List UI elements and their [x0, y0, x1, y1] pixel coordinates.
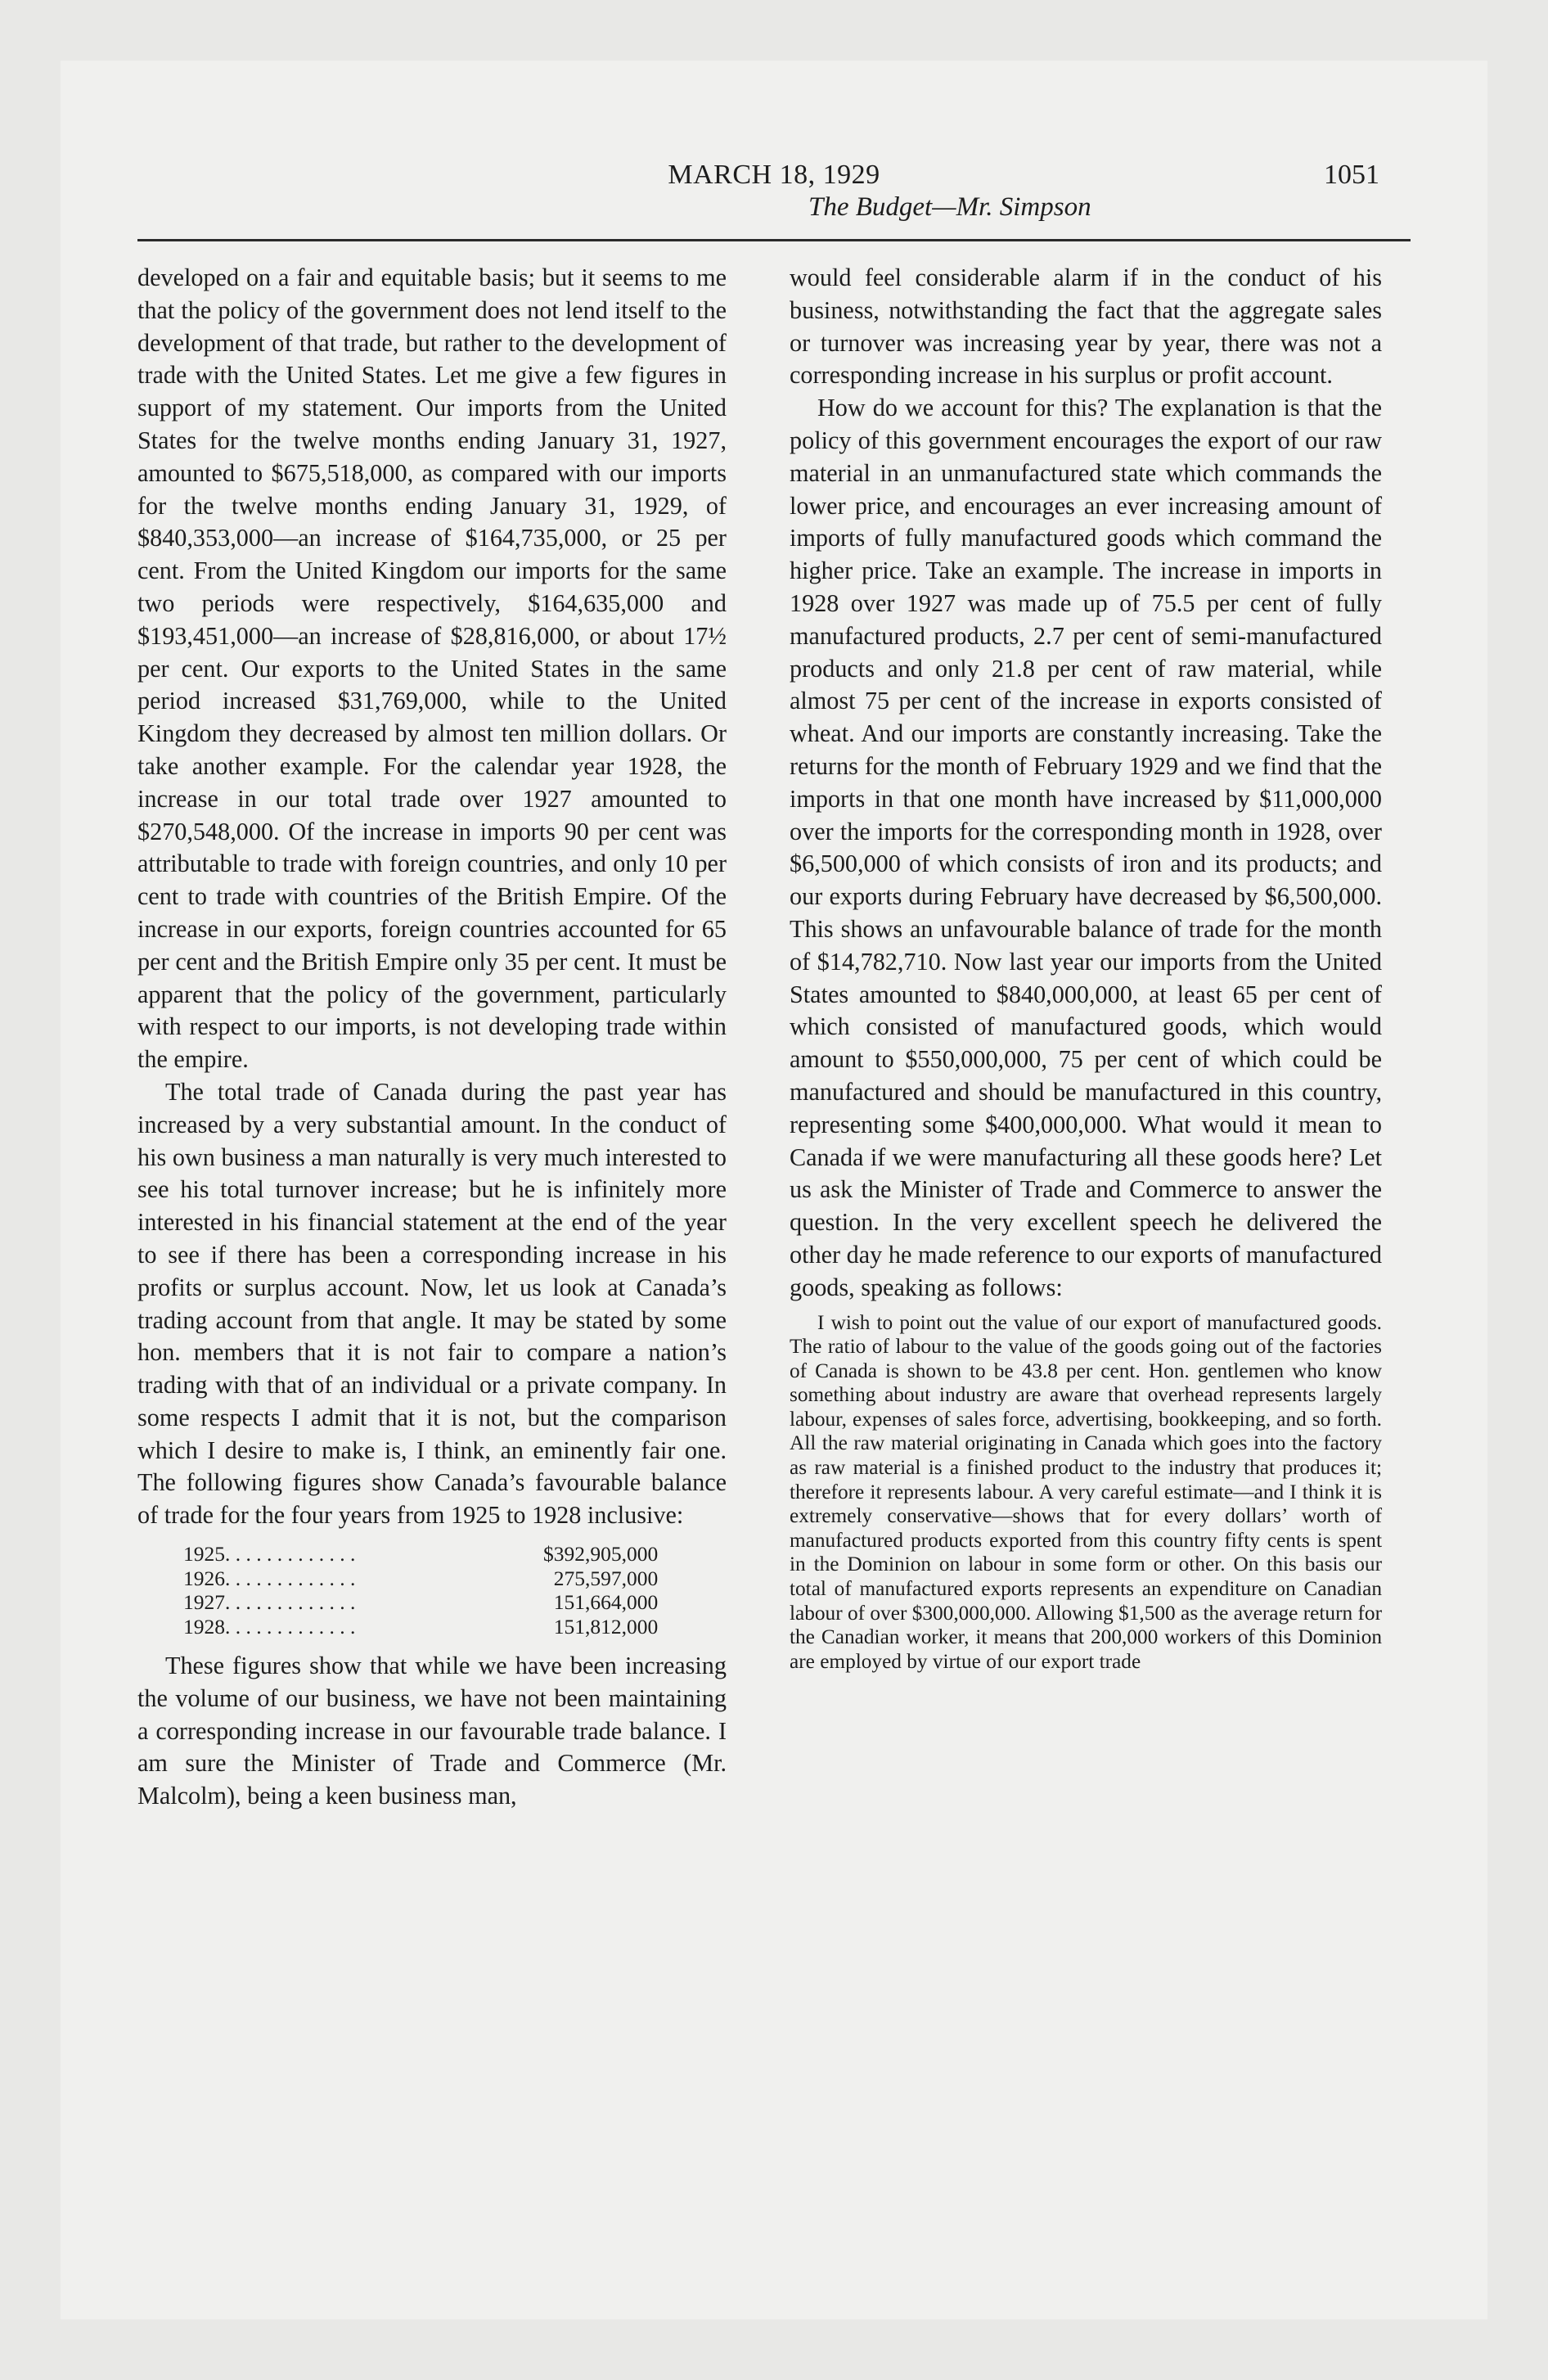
- table-year: 1926: [183, 1566, 225, 1590]
- table-amount: 151,664,000: [553, 1590, 659, 1615]
- table-row: [183, 1590, 658, 1615]
- trade-balance-table: [183, 1542, 658, 1639]
- table-leader: . . . . . . . . . . . . .: [225, 1566, 356, 1590]
- table-row: [183, 1542, 658, 1566]
- page-number: 1051: [1324, 160, 1379, 190]
- header-rule: [137, 239, 1411, 241]
- table-amount: 151,812,000: [553, 1614, 659, 1639]
- block-quote: [790, 1311, 1382, 1675]
- paragraph: The total trade of Canada during the past year has increased by a very substantial amount. In the conduct of his own business a man naturally is very much interested to see his total turnover increase; but he is infinitely more interested in his financial statement at the end of the year to see if there has been a corresponding increase in his profits or surplus account. Now, let us look at Canada’s trading account from that angle. It may be stated by some hon. members that it is not fair to compare a nation’s trading with that of an individual or a private company. In some respects I admit that it is not, but the comparison which I desire to make is, I think, an eminently fair one. The following figures show Canada’s favourable balance of trade for the four years from 1925 to 1928 inclusive:: [137, 1077, 727, 1530]
- paragraph: developed on a fair and equitable basis; but it seems to me that the policy of the government does not lend itself to the development of that trade, but rather to the development of trade with the United States. Let me give a few figures in support of my statement. Our imports from the United States for the twelve months ending January 31, 1927, amounted to $675,518,000, as compared with our imports for the twelve months ending January 31, 1929, of $840,353,000—an increase of $164,735,000, or 25 per cent. From the United Kingdom our imports for the same two periods were respectively, $164,635,000 and $193,451,000—an increase of $28,816,000, or about 17½ per cent. Our exports to the United States in the same period increased $31,769,000, while to the United Kingdom they decreased by almost ten million dollars. Or take another example. For the calendar year 1928, the increase in our total trade over 1927 amounted to $270,548,000. Of the increase in imports 90 per cent was attributable to trade with foreign countries, and only 10 per cent to trade with countries of the British Empire. Of the increase in our exports, foreign countries accounted for 65 per cent and the British Empire only 35 per cent. It must be apparent that the policy of the government, particularly with respect to our imports, is not developing trade within the empire.: [137, 264, 727, 1074]
- table-amount: $392,905,000: [543, 1542, 659, 1566]
- table-leader: . . . . . . . . . . . . .: [225, 1614, 356, 1639]
- table-amount: 275,597,000: [553, 1566, 659, 1590]
- quote-text: I wish to point out the value of our export of manufactured goods. The ratio of labour to the value of the goods going out of the factories of Canada is shown to be 43.8 per cent. Hon. gentlemen who know something about industry are aware that overhead represents largely labour, expenses of sales force, advertising, bookkeeping, and so forth. All the raw material originating in Canada which goes into the factory as raw material is a finished product to the industry that produces it; therefore it represents labour. A very careful estimate—and I think it is extremely conservative—shows that for every dollars’ worth of manufactured products exported from this country fifty cents is spent in the Dominion on labour in some form or other. On this basis our total of manufactured exports represents an expenditure on Canadian labour of over $300,000,000. Allowing $1,500 as the average return for the Canadian worker, it means that 200,000 workers of this Dominion are employed by virtue of our export trade: [790, 1310, 1382, 1673]
- table-leader: . . . . . . . . . . . . .: [225, 1590, 356, 1615]
- paragraph: How do we account for this? The explanation is that the policy of this government encourages the export of our raw material in an unmanufactured state which commands the lower price, and encourages an ever increasing amount of imports of fully manufactured goods which command the higher price. Take an example. The increase in imports in 1928 over 1927 was made up of 75.5 per cent of fully manufactured products, 2.7 per cent of semi-manufactured products and only 21.8 per cent of raw material, while almost 75 per cent of the increase in exports consisted of wheat. And our imports are constantly increasing. Take the returns for the month of February 1929 and we find that the imports in that one month have increased by $11,000,000 over the imports for the corresponding month in 1928, over $6,500,000 of which consists of iron and its products; and our exports during February have decreased by $6,500,000. This shows an unfavourable balance of trade for the month of $14,782,710. Now last year our imports from the United States amounted to $840,000,000, at least 65 per cent of which consisted of manufactured goods, which would amount to $550,000,000, 75 per cent of which could be manufactured and should be manufactured in this country, representing some $400,000,000. What would it mean to Canada if we were manufacturing all these goods here? Let us ask the Minister of Trade and Commerce to answer the question. In the very excellent speech he delivered the other day he made reference to our exports of manufactured goods, speaking as follows:: [790, 394, 1382, 1301]
- page-sheet: [61, 61, 1487, 2319]
- table-leader: . . . . . . . . . . . . .: [225, 1542, 356, 1566]
- table-year: 1925: [183, 1542, 225, 1566]
- header-date: MARCH 18, 1929: [668, 160, 880, 190]
- header-subtitle: The Budget—Mr. Simpson: [808, 192, 1091, 222]
- table-year: 1928: [183, 1614, 225, 1639]
- table-row: [183, 1566, 658, 1591]
- table-year: 1927: [183, 1590, 225, 1615]
- paragraph: would feel considerable alarm if in the conduct of his business, notwithstanding the fact that the aggregate sales or turnover was increasing year by year, there was not a corresponding increase in his surplus or profit account.: [790, 264, 1382, 390]
- table-row: [183, 1615, 658, 1639]
- paragraph: These figures show that while we have been increasing the volume of our business, we have not been maintaining a corresponding increase in our favourable trade balance. I am sure the Minister of Trade and Commerce (Mr. Malcolm), being a keen business man,: [137, 1652, 727, 1810]
- left-column: [137, 262, 727, 1813]
- page-header: [137, 160, 1411, 233]
- right-column: [790, 262, 1382, 1674]
